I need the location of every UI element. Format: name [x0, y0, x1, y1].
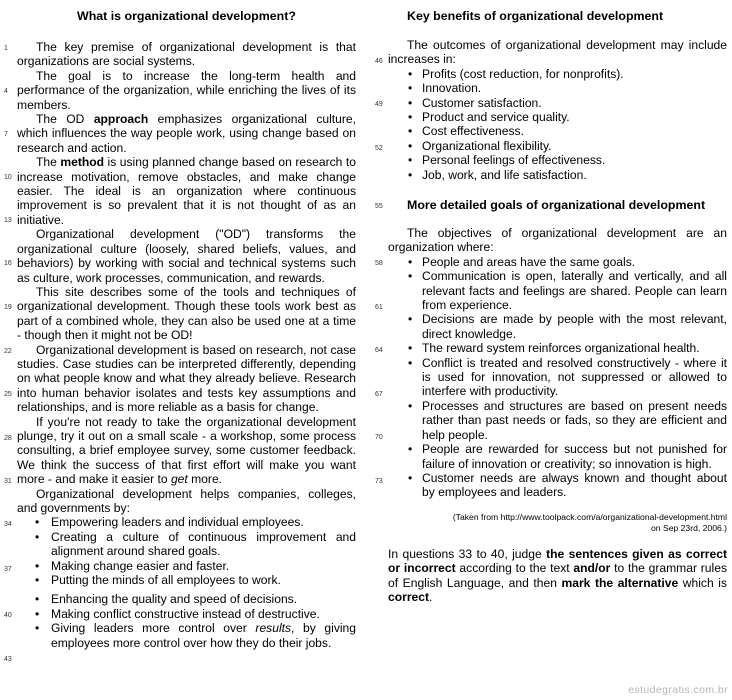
- list-od-helps-2: [17, 592, 356, 650]
- list-item: [388, 110, 727, 124]
- line-number: 67: [375, 391, 383, 398]
- line-number: 22: [4, 348, 12, 355]
- list-od-helps-1: [17, 515, 356, 587]
- line-number: 55: [375, 203, 383, 210]
- bullet-glyph: •: [408, 95, 413, 110]
- paragraph-outcomes: The outcomes of organizational development may include increases in:: [388, 38, 727, 67]
- bullet-glyph: •: [408, 153, 413, 168]
- bullet-glyph: •: [35, 592, 40, 607]
- instruction-paragraph: [388, 547, 727, 605]
- line-number: 31: [4, 478, 12, 485]
- bullet-glyph: •: [408, 398, 413, 413]
- site-watermark: estudegratis.com.br: [628, 683, 728, 696]
- bullet-glyph: •: [408, 138, 413, 153]
- paragraph-plunge: [17, 415, 356, 487]
- bullet-glyph: •: [408, 341, 413, 356]
- italic-term-results: results: [255, 621, 292, 636]
- list-item-text: Communication is open, laterally and vertically, and all relevant facts and feelings are shared. People can learn from experience.: [422, 269, 727, 313]
- line-number: 16: [4, 260, 12, 267]
- list-item-text: Making conflict constructive instead of destructive.: [51, 606, 320, 621]
- text-span: The: [36, 155, 61, 170]
- list-item: [17, 621, 356, 650]
- bold-text: and/or: [573, 561, 611, 576]
- list-item-text: , by giving employees more control over how they do their jobs.: [51, 621, 357, 650]
- bullet-glyph: •: [35, 529, 40, 544]
- right-body-benefits: [388, 38, 727, 182]
- bullet-glyph: •: [408, 81, 413, 96]
- list-item-text: Customer needs are always known and thought about by employees and leaders.: [422, 470, 727, 500]
- line-number: 73: [375, 478, 383, 485]
- list-item-text: Organizational flexibility.: [422, 138, 552, 153]
- list-item-text: People and areas have the same goals.: [422, 254, 636, 269]
- list-item: [388, 399, 727, 442]
- list-item: [388, 269, 727, 312]
- list-item-text: Conflict is treated and resolved constructively - where it is used for innovation, not suppressed or allowed to interfere with productivity.: [422, 355, 727, 399]
- list-item-text: Job, work, and life satisfaction.: [422, 167, 587, 182]
- section-heading-key-benefits: Key benefits of organizational development: [407, 9, 664, 23]
- text-span: is using planned change based on research to increase motivation, remove obstacles, and make change easier. The ideal is an organization where continuous improvement is so prevalent that it is not thought of as an initiative.: [17, 155, 356, 227]
- paragraph-goal: The goal is to increase the long-term health and performance of the organization, while enriching the lives of its members.: [17, 68, 356, 112]
- bullet-glyph: •: [35, 573, 40, 588]
- list-item: [388, 341, 727, 355]
- bullet-glyph: •: [408, 124, 413, 139]
- bold-text: correct: [388, 590, 430, 605]
- list-item: [388, 442, 727, 471]
- line-number: 25: [4, 391, 12, 398]
- line-number: 4: [4, 88, 8, 95]
- line-number: 64: [375, 347, 383, 354]
- bullet-glyph: •: [35, 606, 40, 621]
- line-number: 61: [375, 304, 383, 311]
- line-number: 28: [4, 435, 12, 442]
- line-number: 7: [4, 131, 8, 138]
- list-item-text: Giving leaders more control over: [51, 621, 256, 636]
- paragraph-research: Organizational development is based on research, not case studies. Case studies can be interpreted differently, depending on what people know and what they already believe. Research into human behavior isolates and tests key assumptions and relationships, and is more reliable as a basis for change.: [17, 342, 356, 415]
- text-span: to the grammar rules of English Language, and then: [388, 561, 727, 590]
- bullet-glyph: •: [35, 558, 40, 573]
- paragraph-site: This site describes some of the tools and techniques of organizational development. Though these tools work best as part of a combined whole, they can also be used one at a time - though then it might not be OD!: [17, 284, 356, 343]
- list-item-text: Innovation.: [422, 81, 482, 96]
- right-body-goals: [388, 226, 727, 500]
- bold-text: mark the alternative: [561, 575, 679, 590]
- line-number: 37: [4, 566, 12, 573]
- list-item: [388, 356, 727, 399]
- section-heading-what-is-od: What is organizational development?: [77, 9, 296, 23]
- list-item: [388, 255, 727, 269]
- list-item: [17, 515, 356, 529]
- paragraph-premise: The key premise of organizational development is that organizations are social systems.: [17, 40, 356, 69]
- list-item-text: Making change easier and faster.: [51, 558, 230, 573]
- list-item-text: Putting the minds of all employees to work.: [51, 573, 281, 588]
- bullet-glyph: •: [408, 167, 413, 182]
- list-item: [17, 559, 356, 573]
- list-item: [388, 139, 727, 153]
- bullet-glyph: •: [35, 515, 40, 530]
- text-span: The OD: [36, 112, 94, 127]
- bullet-glyph: •: [408, 110, 413, 125]
- list-item-text: Customer satisfaction.: [422, 95, 542, 110]
- list-item: [17, 530, 356, 559]
- list-item-text: Profits (cost reduction, for nonprofits).: [422, 66, 624, 81]
- bullet-glyph: •: [408, 470, 413, 485]
- line-number: 10: [4, 174, 12, 181]
- line-number: 19: [4, 304, 12, 311]
- list-item-text: Creating a culture of continuous improvement and alignment around shared goals.: [51, 529, 356, 559]
- list-item-text: Personal feelings of effectiveness.: [422, 153, 606, 168]
- text-span: according to the text: [455, 561, 574, 576]
- list-item: [388, 471, 727, 500]
- bullet-glyph: •: [408, 254, 413, 269]
- line-number: 46: [375, 58, 383, 65]
- line-number: 34: [4, 521, 12, 528]
- text-span: .: [429, 590, 433, 605]
- list-item: [388, 96, 727, 110]
- text-span: emphasizes organizational culture, which influences the way people work, using change based on research and action.: [17, 112, 356, 155]
- list-item: [388, 81, 727, 95]
- bullet-glyph: •: [408, 355, 413, 370]
- text-span: If you're not ready to take the organizational development plunge, try it out on a small scale - a workshop, some process consulting, a brief employee survey, some customer feedback. We think the success of that first effort will make you want more - and make it easier to: [17, 414, 356, 487]
- line-number: 58: [375, 260, 383, 267]
- source-url-line: (Taken from http://www.toolpack.com/a/organizational-development.html: [452, 512, 727, 522]
- bullet-glyph: •: [408, 269, 413, 284]
- list-item: [388, 153, 727, 167]
- list-item: [388, 168, 727, 182]
- line-number: 40: [4, 612, 12, 619]
- list-item-text: People are rewarded for success but not punished for failure of innovation or creativity; so innovation is high.: [422, 442, 727, 471]
- italic-term-get: get: [170, 472, 188, 487]
- list-item: [17, 607, 356, 621]
- text-span: which is: [678, 575, 727, 590]
- list-item-text: Enhancing the quality and speed of decisions.: [51, 592, 298, 607]
- list-item: [388, 312, 727, 341]
- paragraph-objectives: The objectives of organizational development are an organization where:: [388, 226, 727, 255]
- paragraph-transforms: Organizational development ("OD") transforms the organizational culture (loosely, shared beliefs, values, and behaviors) by working with social and technical systems such as culture, work processes, communication, and rewards.: [17, 227, 356, 285]
- bold-text: the sentences given as correct or incorrect: [388, 547, 727, 576]
- line-number: 43: [4, 656, 12, 663]
- line-number: 13: [4, 217, 12, 224]
- list-item-text: Decisions are made by people with the most relevant, direct knowledge.: [422, 312, 727, 341]
- line-number: 52: [375, 145, 383, 152]
- list-item: [17, 592, 356, 606]
- list-item-text: The reward system reinforces organizational health.: [422, 341, 700, 356]
- list-item: [388, 67, 727, 81]
- list-item-text: Product and service quality.: [422, 110, 570, 125]
- list-item-text: Empowering leaders and individual employees.: [51, 515, 304, 530]
- bullet-glyph: •: [408, 312, 413, 327]
- bullet-glyph: •: [35, 621, 40, 636]
- line-number: 49: [375, 101, 383, 108]
- paragraph-approach: [17, 112, 356, 155]
- bullet-glyph: •: [408, 442, 413, 457]
- text-span: In questions 33 to 40, judge: [388, 547, 547, 561]
- paragraph-method: [17, 155, 356, 227]
- list-goals: [388, 255, 727, 500]
- left-body: [17, 40, 356, 650]
- list-item: [17, 573, 356, 587]
- source-date-line: on Sep 23rd, 2006.): [651, 523, 727, 533]
- bold-term-approach: approach: [93, 112, 149, 127]
- line-number: 70: [375, 434, 383, 441]
- bold-term-method: method: [60, 155, 105, 170]
- source-citation: [388, 512, 727, 534]
- text-span: more.: [187, 472, 223, 487]
- section-heading-detailed-goals: More detailed goals of organizational development: [407, 198, 706, 212]
- bullet-glyph: •: [408, 66, 413, 81]
- list-item-text: Cost effectiveness.: [422, 124, 524, 139]
- list-benefits: [388, 67, 727, 182]
- line-number: 1: [4, 45, 8, 52]
- list-item: [388, 124, 727, 138]
- list-item-text: Processes and structures are based on present needs rather than past needs or fads, so they are efficient and help people.: [422, 398, 727, 442]
- paragraph-helps: Organizational development helps companies, colleges, and governments by:: [17, 486, 356, 515]
